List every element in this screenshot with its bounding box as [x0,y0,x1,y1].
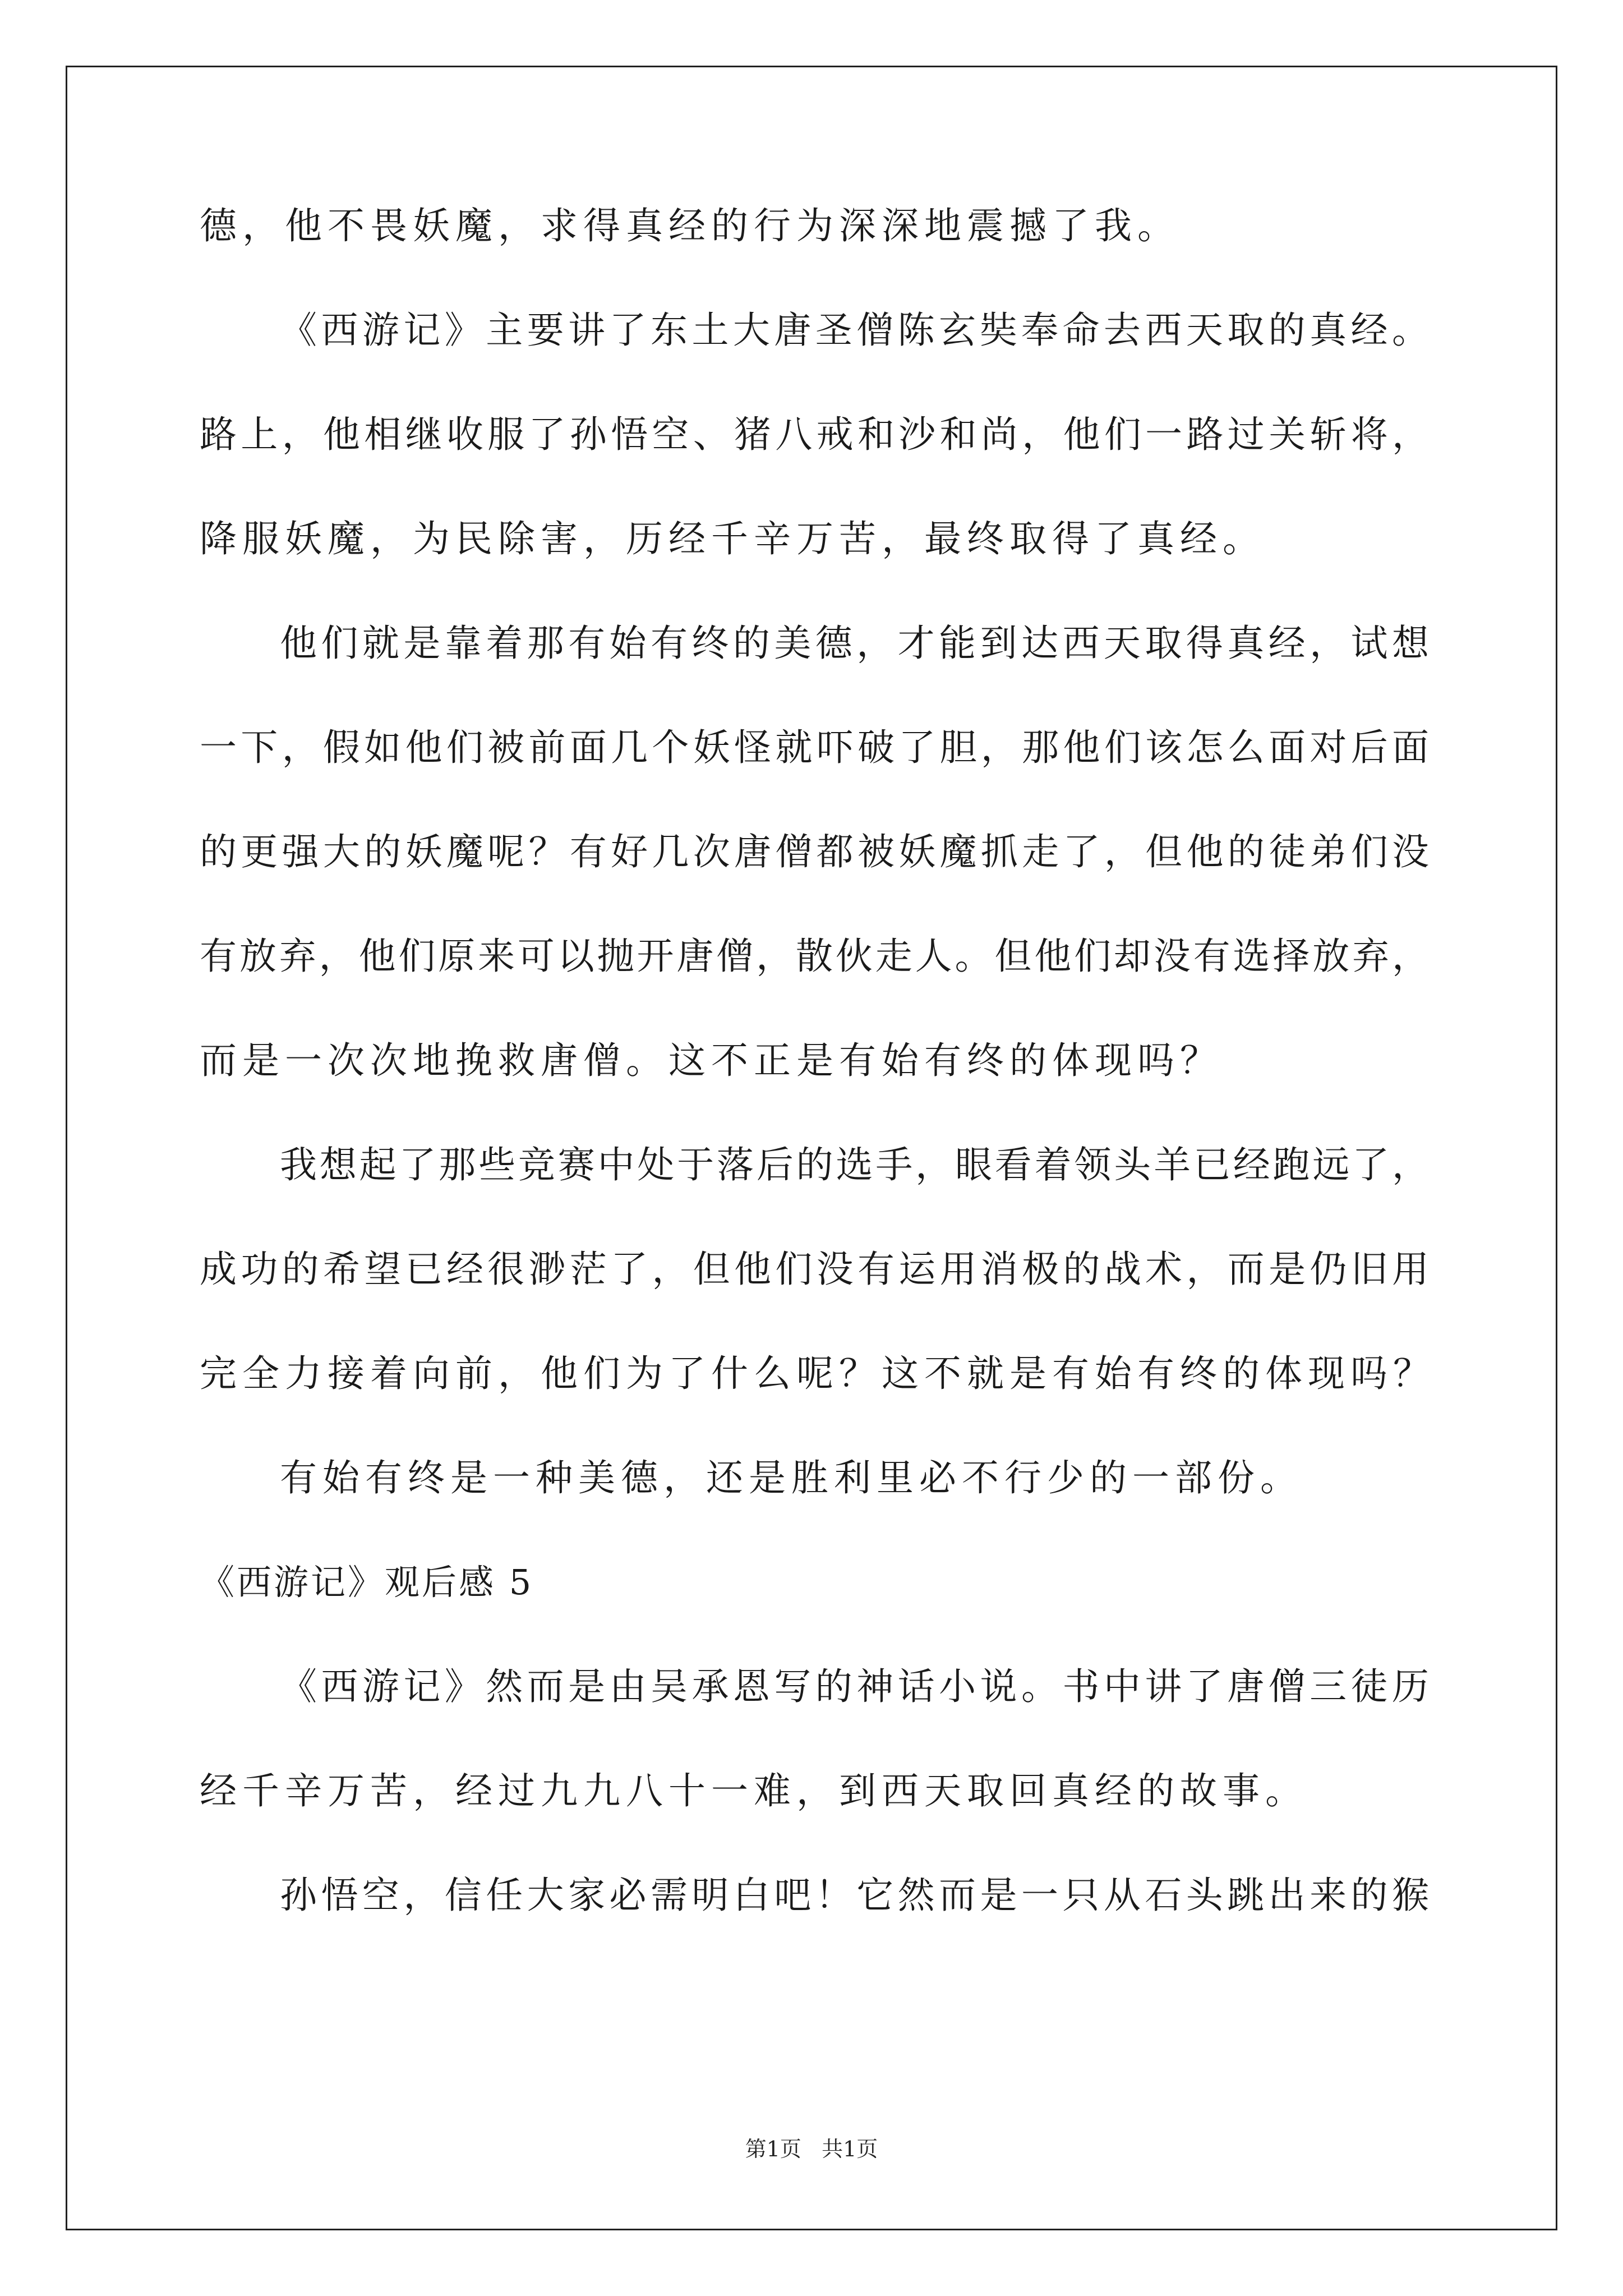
text-line: 一下，假如他们被前面几个妖怪就吓破了胆，那他们该怎么面对后面 [200,726,1429,769]
text-line: 孙悟空，信任大家必需明白吧！它然而是一只从石头跳出来的猴 [280,1874,1429,1917]
page-footer: 第1页 共1页 [745,2137,878,2161]
text-line: 他们就是靠着那有始有终的美德，才能到达西天取得真经，试想 [280,622,1429,665]
text-line: 有始有终是一种美德，还是胜利里必不行少的一部份。 [280,1456,1303,1499]
text-line: 经千辛万苦，经过九九八十一难，到西天取回真经的故事。 [200,1769,1308,1812]
text-line: 的更强大的妖魔呢？有好几次唐僧都被妖魔抓走了，但他的徒弟们没 [200,830,1429,873]
document-body [200,204,1436,1981]
text-line: 有放弃，他们原来可以抛开唐僧，散伙走人。但他们却没有选择放弃， [200,935,1429,978]
text-line: 完全力接着向前，他们为了什么呢？这不就是有始有终的体现吗？ [200,1352,1436,1395]
text-line: 成功的希望已经很渺茫了，但他们没有运用消极的战术，而是仍旧用 [200,1248,1429,1291]
text-line: 《西游记》主要讲了东土大唐圣僧陈玄奘奉命去西天取的真经。 [280,309,1429,352]
text-line: 《西游记》然而是由吴承恩写的神话小说。书中讲了唐僧三徒历 [280,1665,1429,1708]
text-line: 而是一次次地挽救唐僧。这不正是有始有终的体现吗？ [200,1039,1223,1082]
section-heading: 《西游记》观后感 5 [200,1562,534,1603]
text-line: 路上，他相继收服了孙悟空、猪八戒和沙和尚，他们一路过关斩将， [200,413,1429,456]
text-line: 德，他不畏妖魔，求得真经的行为深深地震撼了我。 [200,204,1180,247]
text-line: 降服妖魔，为民除害，历经千辛万苦，最终取得了真经。 [200,517,1265,560]
text-line: 我想起了那些竞赛中处于落后的选手，眼看着领头羊已经跑远了， [280,1143,1429,1186]
